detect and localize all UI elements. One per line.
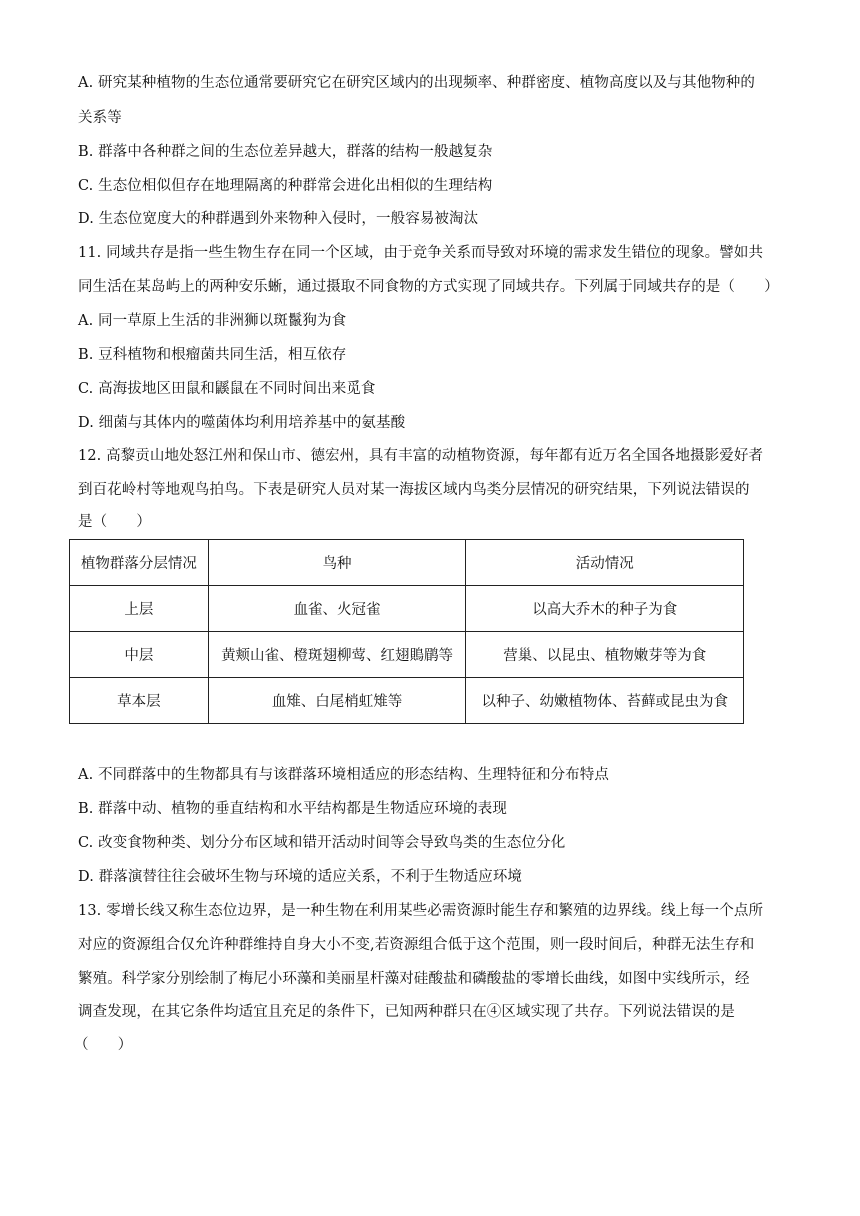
q11-option-d: D. 细菌与其体内的噬菌体均利用培养基中的氨基酸 — [78, 415, 406, 431]
q13-stem-line3: 繁殖。科学家分别绘制了梅尼小环藻和美丽星杆藻对硅酸盐和磷酸盐的零增长曲线，如图中实线所示，经 — [78, 971, 750, 987]
q12-stem-line2: 到百花岭村等地观鸟拍鸟。下表是研究人员对某一海拔区域内鸟类分层情况的研究结果，下列说法错误的 — [78, 482, 750, 498]
q10-option-a-line1: A. 研究某种植物的生态位通常要研究它在研究区域内的出现频率、种群密度、植物高度以及与其他物种的 — [78, 75, 755, 91]
table-cell: 以高大乔木的种子为食 — [466, 586, 744, 632]
q13-stem-line5: （ ） — [74, 1037, 133, 1053]
table-row — [70, 678, 744, 724]
q11-option-a: A. 同一草原上生活的非洲狮以斑鬣狗为食 — [78, 313, 347, 329]
bird-stratification-table — [69, 539, 744, 724]
q12-option-d: D. 群落演替往往会破坏生物与环境的适应关系，不利于生物适应环境 — [78, 869, 523, 885]
table-row — [70, 586, 744, 632]
table-cell: 黄颊山雀、橙斑翅柳莺、红翅鵙鹛等 — [208, 632, 466, 678]
q10-option-b: B. 群落中各种群之间的生态位差异越大，群落的结构一般越复杂 — [78, 144, 493, 160]
q12-option-a: A. 不同群落中的生物都具有与该群落环境相适应的形态结构、生理特征和分布特点 — [78, 767, 609, 783]
q11-stem-line1: 11. 同域共存是指一些生物生存在同一个区域，由于竞争关系而导致对环境的需求发生错位的现象。譬如共 — [78, 245, 764, 261]
q10-option-a-line2: 关系等 — [78, 110, 122, 126]
table-header-cell: 鸟种 — [208, 540, 466, 586]
table-cell: 中层 — [70, 632, 209, 678]
table-cell: 上层 — [70, 586, 209, 632]
q12-option-c: C. 改变食物种类、划分分布区域和错开活动时间等会导致鸟类的生态位分化 — [78, 835, 566, 851]
q13-stem-line4: 调查发现，在其它条件均适宜且充足的条件下，已知两种群只在④区域实现了共存。下列说法错误的是 — [78, 1004, 735, 1020]
table-cell: 血雉、白尾梢虹雉等 — [208, 678, 466, 724]
q12-stem-line1: 12. 高黎贡山地处怒江州和保山市、德宏州，具有丰富的动植物资源，每年都有近万名全国各地摄影爱好者 — [78, 448, 764, 464]
table-header-row — [70, 540, 744, 586]
table-cell: 血雀、火冠雀 — [208, 586, 466, 632]
table-cell: 营巢、以昆虫、植物嫩芽等为食 — [466, 632, 744, 678]
table-cell: 草本层 — [70, 678, 209, 724]
q12-option-b: B. 群落中动、植物的垂直结构和水平结构都是生物适应环境的表现 — [78, 801, 507, 817]
table-row — [70, 632, 744, 678]
q10-option-d: D. 生态位宽度大的种群遇到外来物种入侵时，一般容易被淘汰 — [78, 211, 479, 227]
q11-option-b: B. 豆科植物和根瘤菌共同生活，相互依存 — [78, 347, 347, 363]
q12-stem-line3: 是（ ） — [78, 514, 151, 530]
table-cell: 以种子、幼嫩植物体、苔藓或昆虫为食 — [466, 678, 744, 724]
table-header-cell: 植物群落分层情况 — [70, 540, 209, 586]
q11-stem-line2: 同生活在某岛屿上的两种安乐蜥，通过摄取不同食物的方式实现了同域共存。下列属于同域共存的是（ ） — [78, 279, 779, 295]
table-header-cell: 活动情况 — [466, 540, 744, 586]
q11-option-c: C. 高海拔地区田鼠和鼷鼠在不同时间出来觅食 — [78, 381, 376, 397]
q10-option-c: C. 生态位相似但存在地理隔离的种群常会进化出相似的生理结构 — [78, 178, 493, 194]
q13-stem-line1: 13. 零增长线又称生态位边界，是一种生物在利用某些必需资源时能生存和繁殖的边界线。线上每一个点所 — [78, 903, 764, 919]
q13-stem-line2: 对应的资源组合仅允许种群维持自身大小不变,若资源组合低于这个范围，则一段时间后，种群无法生存和 — [78, 937, 755, 953]
